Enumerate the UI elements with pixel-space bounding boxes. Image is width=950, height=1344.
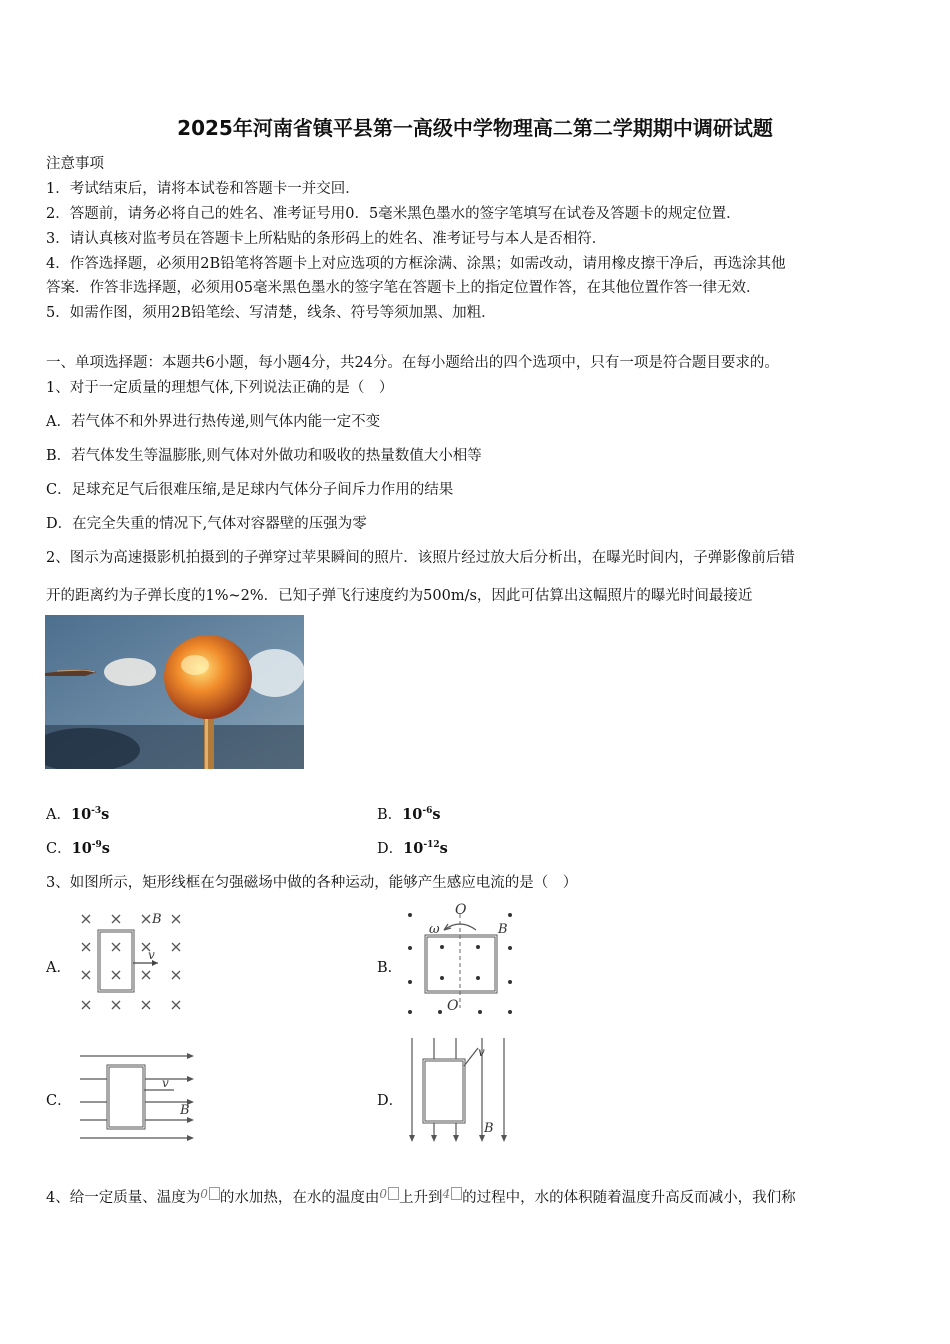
q3-option-a-label: A． bbox=[46, 960, 71, 976]
q2-stem-line2: 开的距离约为子弹长度的1%~2%．已知子弹飞行速度约为500m/s，因此可估算出这幅照片的曝光时间最接近 bbox=[46, 588, 753, 604]
q3-stem: 3、如图所示，矩形线框在匀强磁场中做的各种运动，能够产生感应电流的是（ ） bbox=[46, 875, 578, 891]
fig-c-b-label: B bbox=[180, 1103, 190, 1118]
fig-b-o-bottom: O bbox=[447, 998, 459, 1014]
notice-heading: 注意事项 bbox=[46, 156, 104, 172]
q2-stem-line1: 2、图示为高速摄影机拍摄到的子弹穿过苹果瞬间的照片．该照片经过放大后分析出，在曝光时间内，子弹影像前后错 bbox=[46, 550, 795, 566]
q1-option-d: D．在完全失重的情况下,气体对容器壁的压强为零 bbox=[46, 516, 367, 532]
q2-option-d: D．$10^{-12}s$ bbox=[377, 840, 448, 857]
q3-figure-b bbox=[400, 900, 520, 1020]
q3-figure-d bbox=[404, 1036, 510, 1148]
bullet-apple-photo bbox=[45, 615, 304, 769]
q2-option-a: A．$10^{-3}s$ bbox=[46, 806, 110, 823]
q3-option-d-label: D． bbox=[377, 1093, 404, 1109]
fig-d-b-label: B bbox=[484, 1121, 494, 1136]
notice-item-3: 3．请认真核对监考员在答题卡上所粘贴的条形码上的姓名、准考证号与本人是否相符． bbox=[46, 231, 607, 247]
fig-a-v-label: v bbox=[148, 948, 155, 962]
q3-figure-c bbox=[78, 1050, 200, 1145]
notice-item-4: 4．作答选择题，必须用2B铅笔将答题卡上对应选项的方框涂满、涂黑；如需改动，请用橡皮擦干净后，再选涂其他 bbox=[46, 256, 786, 272]
notice-item-4-cont: 答案．作答非选择题，必须用05毫米黑色墨水的签字笔在答题卡上的指定位置作答，在其他位置作答一律无效． bbox=[46, 280, 761, 296]
fig-c-v-label: v bbox=[162, 1076, 169, 1090]
section-heading: 一、单项选择题：本题共6小题，每小题4分，共24分。在每小题给出的四个选项中，只有一项是符合题目要求的。 bbox=[46, 355, 779, 371]
q1-stem: 1、对于一定质量的理想气体,下列说法正确的是（ ） bbox=[46, 380, 394, 396]
q3-figure-a bbox=[74, 905, 194, 1020]
q1-option-c: C．足球充足气后很难压缩,是足球内气体分子间斥力作用的结果 bbox=[46, 482, 454, 498]
notice-item-2: 2．答题前，请务必将自己的姓名、准考证号用0．5毫米黑色墨水的签字笔填写在试卷及答题卡的规定位置． bbox=[46, 206, 741, 222]
notice-item-5: 5．如需作图，须用2B铅笔绘、写清楚，线条、符号等须加黑、加粗． bbox=[46, 305, 496, 321]
q3-option-b-label: B． bbox=[377, 960, 403, 976]
q1-option-b: B．若气体发生等温膨胀,则气体对外做功和吸收的热量数值大小相等 bbox=[46, 448, 482, 464]
q1-option-a: A．若气体不和外界进行热传递,则气体内能一定不变 bbox=[46, 414, 381, 430]
fig-b-o-top: O bbox=[455, 902, 467, 918]
fig-a-b-label: B bbox=[152, 912, 162, 927]
page-title: 2025年河南省镇平县第一高级中学物理高二第二学期期中调研试题 bbox=[177, 116, 773, 140]
q2-option-c: C．$10^{-9}s$ bbox=[46, 840, 110, 857]
q3-option-c-label: C． bbox=[46, 1093, 72, 1109]
notice-item-1: 1．考试结束后，请将本试卷和答题卡一并交回． bbox=[46, 181, 360, 197]
q2-option-b: B．$10^{-6}s$ bbox=[377, 806, 441, 823]
fig-d-v-label: v bbox=[478, 1045, 485, 1059]
fig-b-omega: ω bbox=[429, 922, 440, 937]
fig-b-b-label: B bbox=[498, 922, 508, 937]
q4-stem: 4、给一定质量、温度为$^0$ 的水加热，在水的温度由$^0$ 上升到$^4$ 的过程中，水的体积随着温度升高反而减小，我们称 bbox=[46, 1187, 796, 1206]
